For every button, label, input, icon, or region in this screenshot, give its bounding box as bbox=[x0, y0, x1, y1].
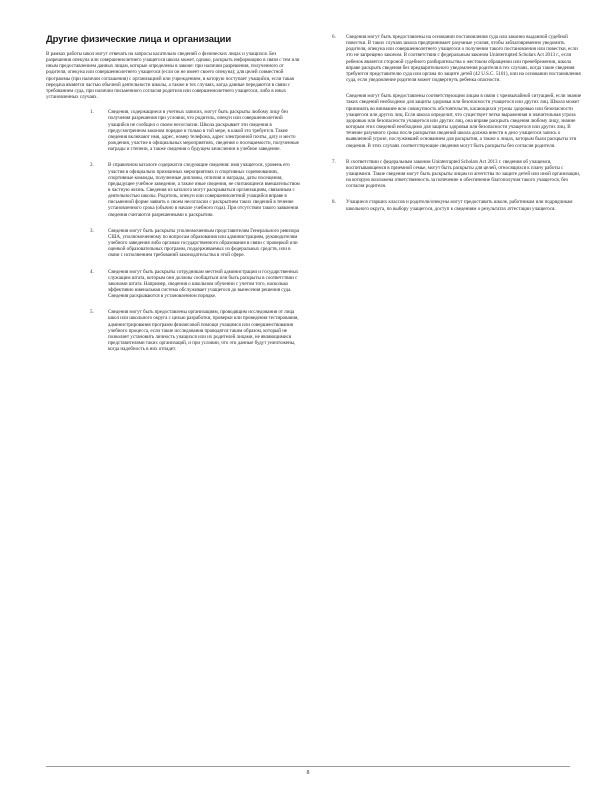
item-number: 8. bbox=[332, 199, 336, 206]
item-number: 3. bbox=[90, 227, 94, 234]
page-number: 8 bbox=[306, 770, 310, 776]
item-number: 7. bbox=[332, 158, 336, 165]
right-column bbox=[332, 34, 584, 222]
item-text: Сведения могут быть раскрыты сотрудникам местной администрации и государственных служащим штата, которым они должны сообщаться или быть раскрыты в соответствии с законами штата. Например, сведения о школьном обучении с учетом того, насколько эффективно ювенальная система обслуживает учащегося до вынесения решения суда. Сведения раскрываются в установленном порядке. bbox=[108, 268, 299, 300]
list-item bbox=[332, 34, 584, 83]
intro-paragraph: В рамках работы школ могут отвечать на запросы касательно сведений о физических лицах и учащихся. Без разрешения опекуна или совершеннолетнего учащегося школа может, однако, раскрыть информацию в связи с тем или иным предоставлением данных лицам, которые определены в законе: при наличии разрешения, полученного от родителя, опекуна или совершеннолетнего учащегося (если он не имеет своего опекуна); для целей совместной программы (при наличии соглашения) с организацией или учреждением, в которую поступает учащийся, если такая передача является частью обычной деятельности школы, а также в тех случаях, когда данные передаются в связи с требованием суда, при наличии письменного согласия родителя или совершеннолетнего учащегося, либо в иных установленных случаях. bbox=[46, 51, 300, 101]
list-item bbox=[46, 309, 300, 352]
item-text: Сведения могут быть раскрыты уполномоченным представителям Генерального ревизора США, уполномоченному по вопросам образования или администрациям, руководителям учебного заведения либо органам государственного образования в связи с проверкой или оценкой образовательных программ, поддерживаемых из федеральных средств, или в связи с исполнением требований законодательства в этой сфере. bbox=[108, 227, 300, 259]
list-item bbox=[46, 109, 300, 152]
section-title: Другие физические лица и организации bbox=[46, 34, 232, 45]
item-text: Сведения могут быть предоставлены организациям, проводящим исследования от лица школ или школьного округа с целью разработки, проверки или проведения тестирования, администрирования программ финансовой помощи учащимся или совершенствования учебного процесса, если такие исследования проводятся таким образом, который не позволяет установить личность учащихся или их родителей лицами, не являющимися представителями таких организаций, и при условии, что эти данные будут уничтожены, когда надобность в них отпадет. bbox=[108, 309, 299, 353]
left-column bbox=[46, 34, 300, 362]
item-text: Учащиеся старших классов и родители/опекуны могут предоставить школе, работникам или подрядчикам школьного округа, по выбору учащегося, доступ к сведениям о результатах аттестации учащегося. bbox=[346, 199, 573, 212]
item-number: 6. bbox=[332, 34, 336, 40]
item-number: 2. bbox=[90, 162, 94, 169]
item-number: 1. bbox=[90, 109, 94, 116]
item-text: В соответствии с федеральным законом Uninterrupted Scholars Act 2013 г. сведения об учащемся, воспитывающемся в приемной семье, могут быть раскрыты для целей, относящихся к плану работы с учащимися. Такие сведения могут быть раскрыты лицам из агентства по защите детей или иной организации, на которую возложена ответственность за попечение и обеспечение благополучия такого учащегося, без согласия родителя. bbox=[346, 158, 581, 190]
item-number: 5. bbox=[90, 309, 94, 316]
item-text: Сведения могут быть предоставлены на основании постановления суда или законно выданной судебной повестки. В таких случаях школа предпринимает разумные усилия, чтобы заблаговременно уведомить родителя, опекуна или совершеннолетнего учащегося о получении такого постановления или повестки, если это не запрещено законом. В соответствии с федеральным законом Uninterrupted Scholars Act 2013 г., если ребенок является стороной судебного разбирательства о жестоком обращении или пренебрежении, школа вправе раскрыть сведения без предварительного уведомления родителя в тех случаях, когда такие сведения требуются представителю суда или органа по защите детей (42 U.S.C. 5101), или на основании постановления суда, если уведомление родителя может подвергнуть ребенка опасности. bbox=[346, 34, 581, 84]
emergency-paragraph: Сведения могут быть предоставлены соответствующим лицам в связи с чрезвычайной ситуацией, если знание таких сведений необходимо для защиты здоровья или безопасности учащегося или других лиц. Школа может принимать во внимание всю совокупность обстоятельств, касающихся угрозы здоровью или безопасности учащегося или других лиц. Если школа определит, что существует четко выраженная и значительная угроза здоровью или безопасности учащегося или других лиц, она вправе раскрыть сведения любому лицу, знание которым этих сведений необходимо для защиты здоровья или безопасности учащегося или других лиц. В течение разумного срока после раскрытия сведений школа должна внести в дело учащегося запись о выявленной угрозе, послужившей основанием для раскрытия, а также о лицах, которым были раскрыты эти сведения. В этих случаях соответствующие сведения могут быть раскрыты без согласия родителя. bbox=[346, 93, 582, 149]
item-text: Сведения, содержащиеся в учетных записях, могут быть раскрыты любому лицу без получения разрешения при условии, что родитель, опекун или совершеннолетний учащийся не сообщил о своем несогласии. Школа раскрывает эти сведения в предусмотренном законом порядке и только в той мере, в какой это требуется. Такие сведения включают имя, адрес, номер телефона, адрес электронной почты, дату и место рождения, участие в официальных мероприятиях, сведения о посещаемости, полученные награды и степени, а также сведения о будущем зачислении в учебное заведение. bbox=[108, 109, 299, 153]
list-item bbox=[46, 228, 300, 259]
footer-divider bbox=[46, 766, 570, 767]
list-item bbox=[332, 159, 584, 190]
list-item bbox=[332, 199, 584, 211]
item-text: В справочном каталоге содержатся следующие сведения: имя учащегося, уровень его участия в официально признанных мероприятиях и спортивных соревнованиях, спортивные команды, полученные дипломы, отличия и награды, даты посещения, предыдущее учебное заведение, а также иные сведения, не считающиеся вмешательством в частную жизнь. Сведения из каталога могут раскрываться организациям, связанным с деятельностью школы. Родитель, опекун или совершеннолетний учащийся вправе в письменной форме заявить о своем несогласии с раскрытием таких сведений в течение установленного срока (обычно в начале учебного года). При отсутствии такого заявления сведения считаются разрешенными к раскрытию. bbox=[108, 162, 300, 218]
item-number: 4. bbox=[90, 268, 94, 275]
list-item bbox=[46, 162, 300, 217]
list-item bbox=[46, 269, 300, 300]
